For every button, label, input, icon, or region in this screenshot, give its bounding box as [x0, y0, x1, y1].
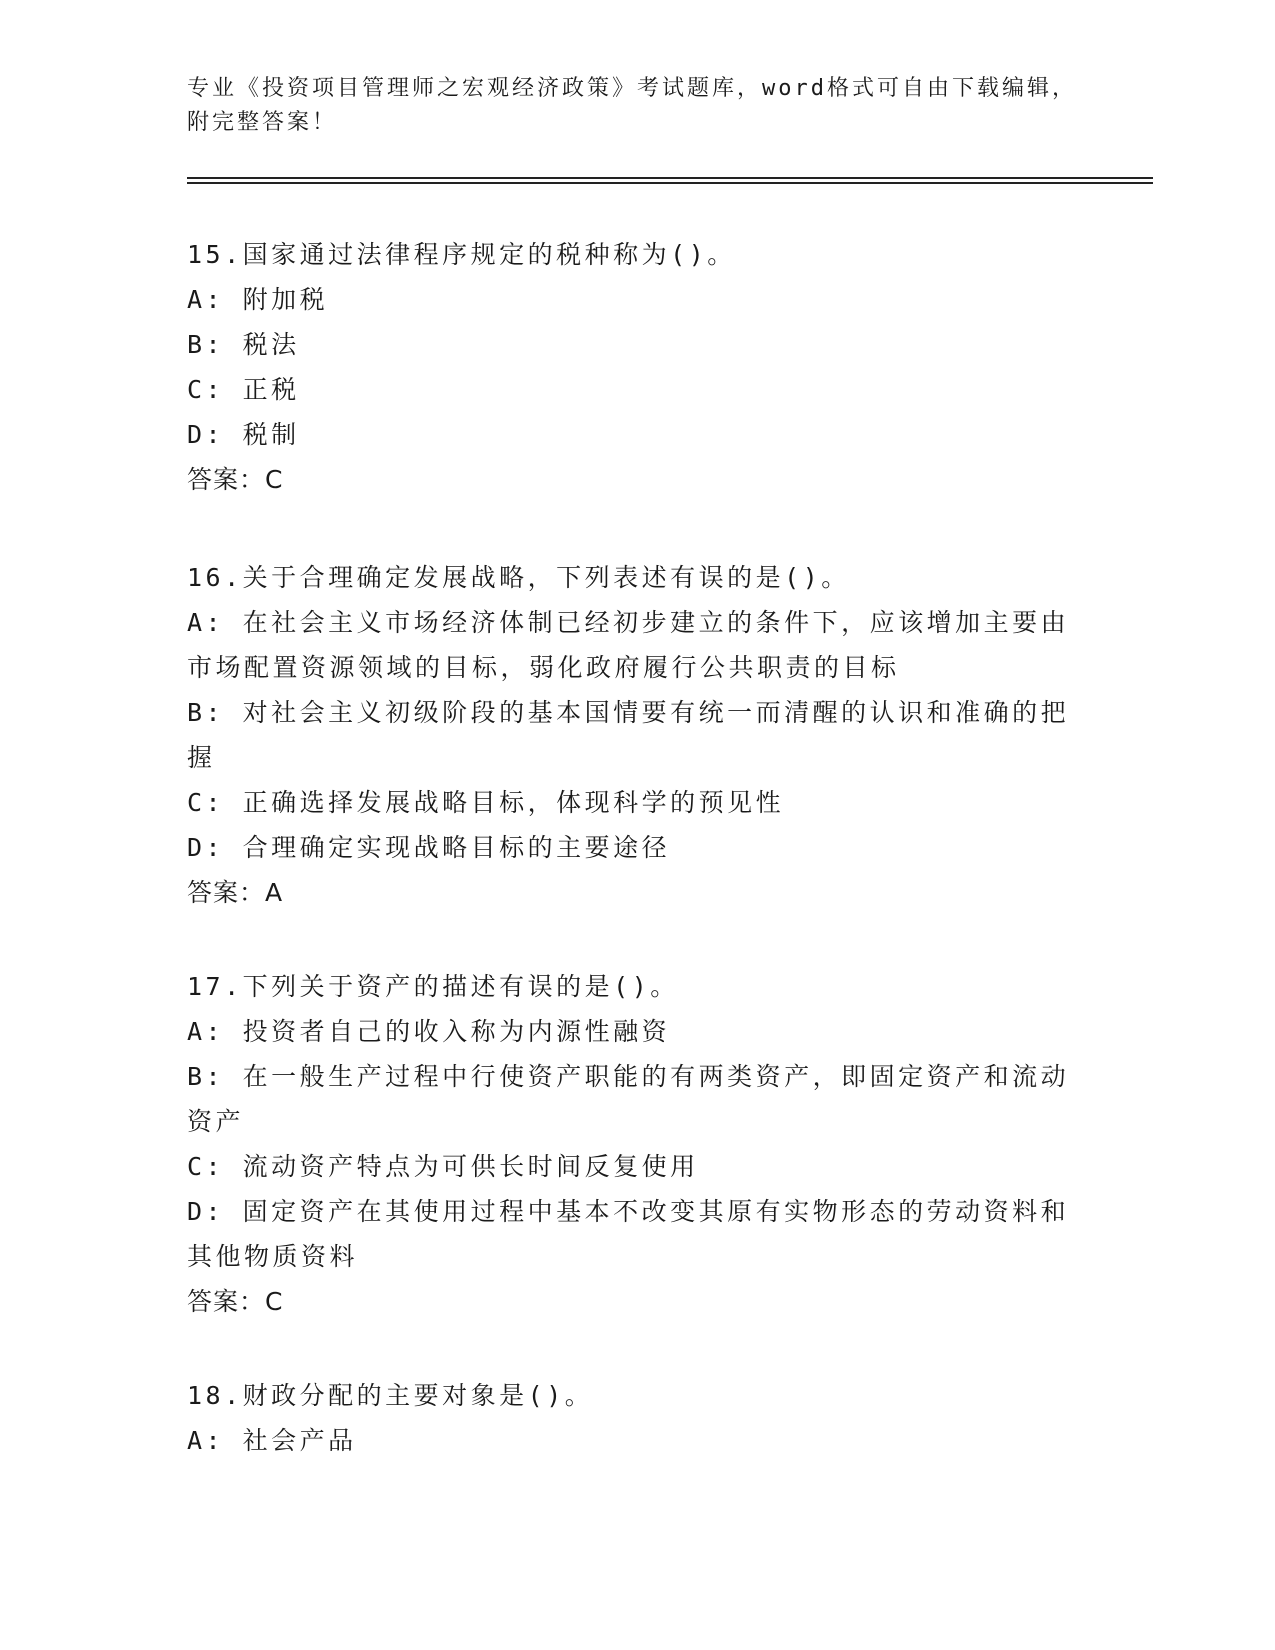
question-16 [187, 555, 1087, 915]
answer-text: 答案：C [187, 465, 284, 494]
header-intro: 专业《投资项目管理师之宏观经济政策》考试题库，word格式可自由下载编辑，附完整答案！ [187, 76, 1077, 135]
option-b: B: 税法 [187, 330, 300, 359]
option-a: A: 附加税 [187, 285, 329, 314]
question-18 [187, 1373, 1087, 1463]
answer-text: 答案：C [187, 1287, 284, 1316]
option-a: A: 社会产品 [187, 1426, 357, 1455]
option-d: D: 税制 [187, 420, 300, 449]
question-stem: 18.财政分配的主要对象是()。 [187, 1381, 594, 1410]
question-stem: 16.关于合理确定发展战略，下列表述有误的是()。 [187, 563, 850, 592]
header-rule-bottom [187, 182, 1153, 184]
option-a: A: 在社会主义市场经济体制已经初步建立的条件下，应该增加主要由市场配置资源领域的目标，弱化政府履行公共职责的目标 [187, 608, 1070, 682]
option-b: B: 对社会主义初级阶段的基本国情要有统一而清醒的认识和准确的把握 [187, 698, 1070, 772]
option-d: D: 合理确定实现战略目标的主要途径 [187, 833, 671, 862]
answer-text: 答案：A [187, 878, 284, 907]
option-d: D: 固定资产在其使用过程中基本不改变其原有实物形态的劳动资料和其他物质资料 [187, 1197, 1070, 1271]
question-stem: 15.国家通过法律程序规定的税种称为()。 [187, 240, 736, 269]
option-c: C: 正确选择发展战略目标，体现科学的预见性 [187, 788, 785, 817]
question-17 [187, 964, 1087, 1324]
option-a: A: 投资者自己的收入称为内源性融资 [187, 1017, 671, 1046]
question-stem: 17.下列关于资产的描述有误的是()。 [187, 972, 679, 1001]
question-15 [187, 232, 1087, 502]
header-rule-top [187, 177, 1153, 179]
option-c: C: 正税 [187, 375, 300, 404]
option-c: C: 流动资产特点为可供长时间反复使用 [187, 1152, 699, 1181]
option-b: B: 在一般生产过程中行使资产职能的有两类资产，即固定资产和流动资产 [187, 1062, 1070, 1136]
